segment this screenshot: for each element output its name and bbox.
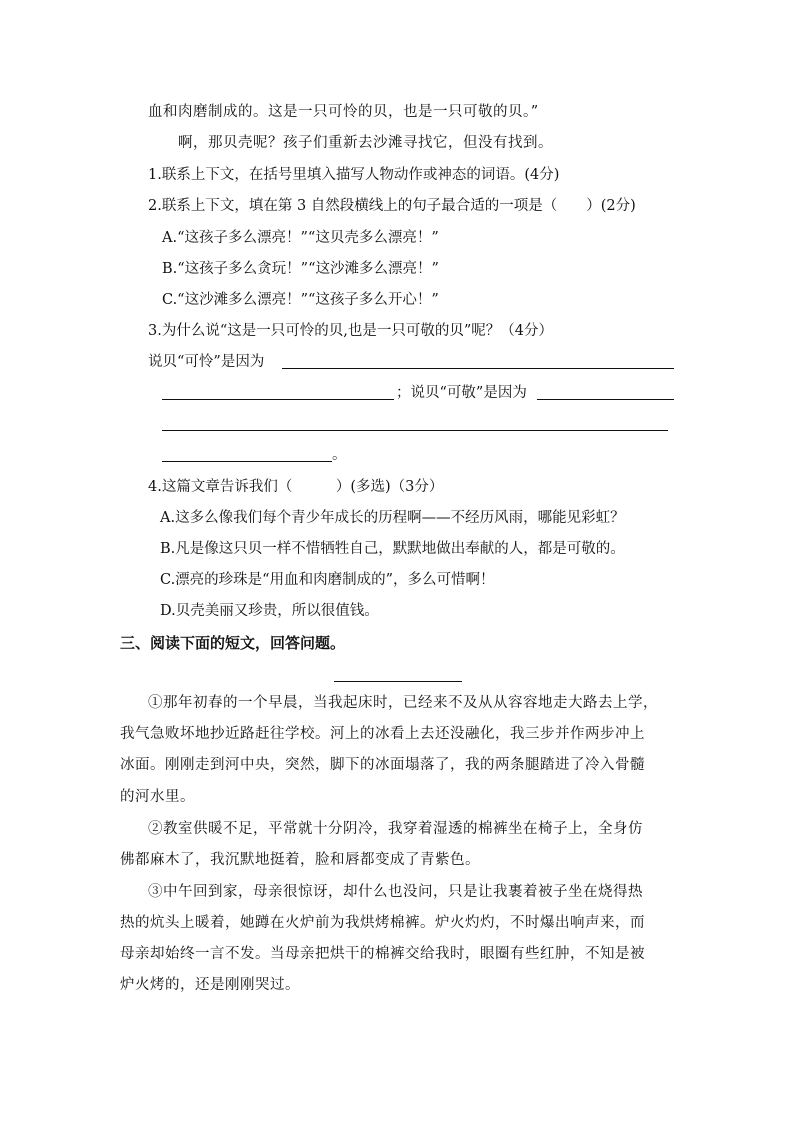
q4-option-d: D.贝壳美丽又珍贵，所以很值钱。 [160,603,379,619]
q2-option-a: A.“这孩子多么漂亮！”“这贝壳多么漂亮！” [162,230,439,246]
paragraph-3-line: ③中午回到家，母亲很惊讶，却什么也没问，只是让我裹着被子坐在烧得热 [148,884,643,900]
q2-option-b: B.“这孩子多么贪玩！”“这沙滩多么漂亮！” [162,261,439,277]
question-1: 1.联系上下文，在括号里填入描写人物动作或神态的词语。(4分) [148,167,560,183]
q4-option-b: B.凡是像这只贝一样不惜牺牲自己，默默地做出奉献的人，都是可敬的。 [160,541,625,557]
section-heading: 三、阅读下面的短文，回答问题。 [120,634,346,652]
paragraph-3-line: 炉火烤的，还是刚刚哭过。 [120,977,300,993]
q3-pity-label: 说贝“可怜”是因为 [148,354,265,370]
answer-line[interactable] [162,430,668,431]
answer-line[interactable] [162,461,332,462]
q4-option-a: A.这多么像我们每个青少年成长的历程啊——不经历风雨，哪能见彩虹？ [160,510,625,526]
paragraph-1-line: 的河水里。 [120,789,195,805]
q2-option-c: C.“这沙滩多么漂亮！”“这孩子多么开心！” [162,292,439,308]
paragraph-2-line: ②教室供暖不足，平常就十分阴冷，我穿着湿透的棉裤坐在椅子上，全身仿 [148,821,643,837]
q3-end-mark: 。 [332,447,347,463]
paragraph-3-line: 热的炕头上暖着，她蹲在火炉前为我烘烤棉裤。炉火灼灼，不时爆出响声来，而 [120,915,645,931]
passage-line: 血和肉磨制成的。这是一只可怜的贝，也是一只可敬的贝。” [148,104,539,120]
answer-line[interactable] [282,368,674,369]
paragraph-2-line: 佛都麻木了，我沉默地挺着，脸和唇都变成了青紫色。 [120,852,480,868]
question-2: 2.联系上下文，填在第 3 自然段横线上的句子最合适的一项是（ ）(2分) [148,198,636,214]
paragraph-1-line: ①那年初春的一个早晨，当我起床时，已经来不及从从容容地走大路去上学， [148,695,658,711]
paragraph-1-line: 我气急败坏地抄近路赶往学校。河上的冰看上去还没融化，我三步并作两步冲上 [120,726,645,742]
answer-line[interactable] [162,399,394,400]
q4-option-c: C.漂亮的珍珠是“用血和肉磨制成的”，多么可惜啊！ [160,572,495,588]
q3-respect-label: ；说贝“可敬”是因为 [396,385,527,401]
title-blank-line[interactable] [334,681,462,682]
question-4: 4.这篇文章告诉我们（ ）(多选)（3分） [148,479,444,495]
paragraph-3-line: 母亲却始终一言不发。当母亲把烘干的棉裤交给我时，眼圈有些红肿，不知是被 [120,946,645,962]
passage-line: 啊，那贝壳呢？孩子们重新去沙滩寻找它，但没有找到。 [178,135,553,151]
answer-line[interactable] [537,399,674,400]
question-3: 3.为什么说“这是一只可怜的贝,也是一只可敬的贝”呢？（4分） [148,323,553,339]
paragraph-1-line: 冰面。刚刚走到河中央，突然，脚下的冰面塌落了，我的两条腿踏进了冷入骨髓 [120,757,645,773]
